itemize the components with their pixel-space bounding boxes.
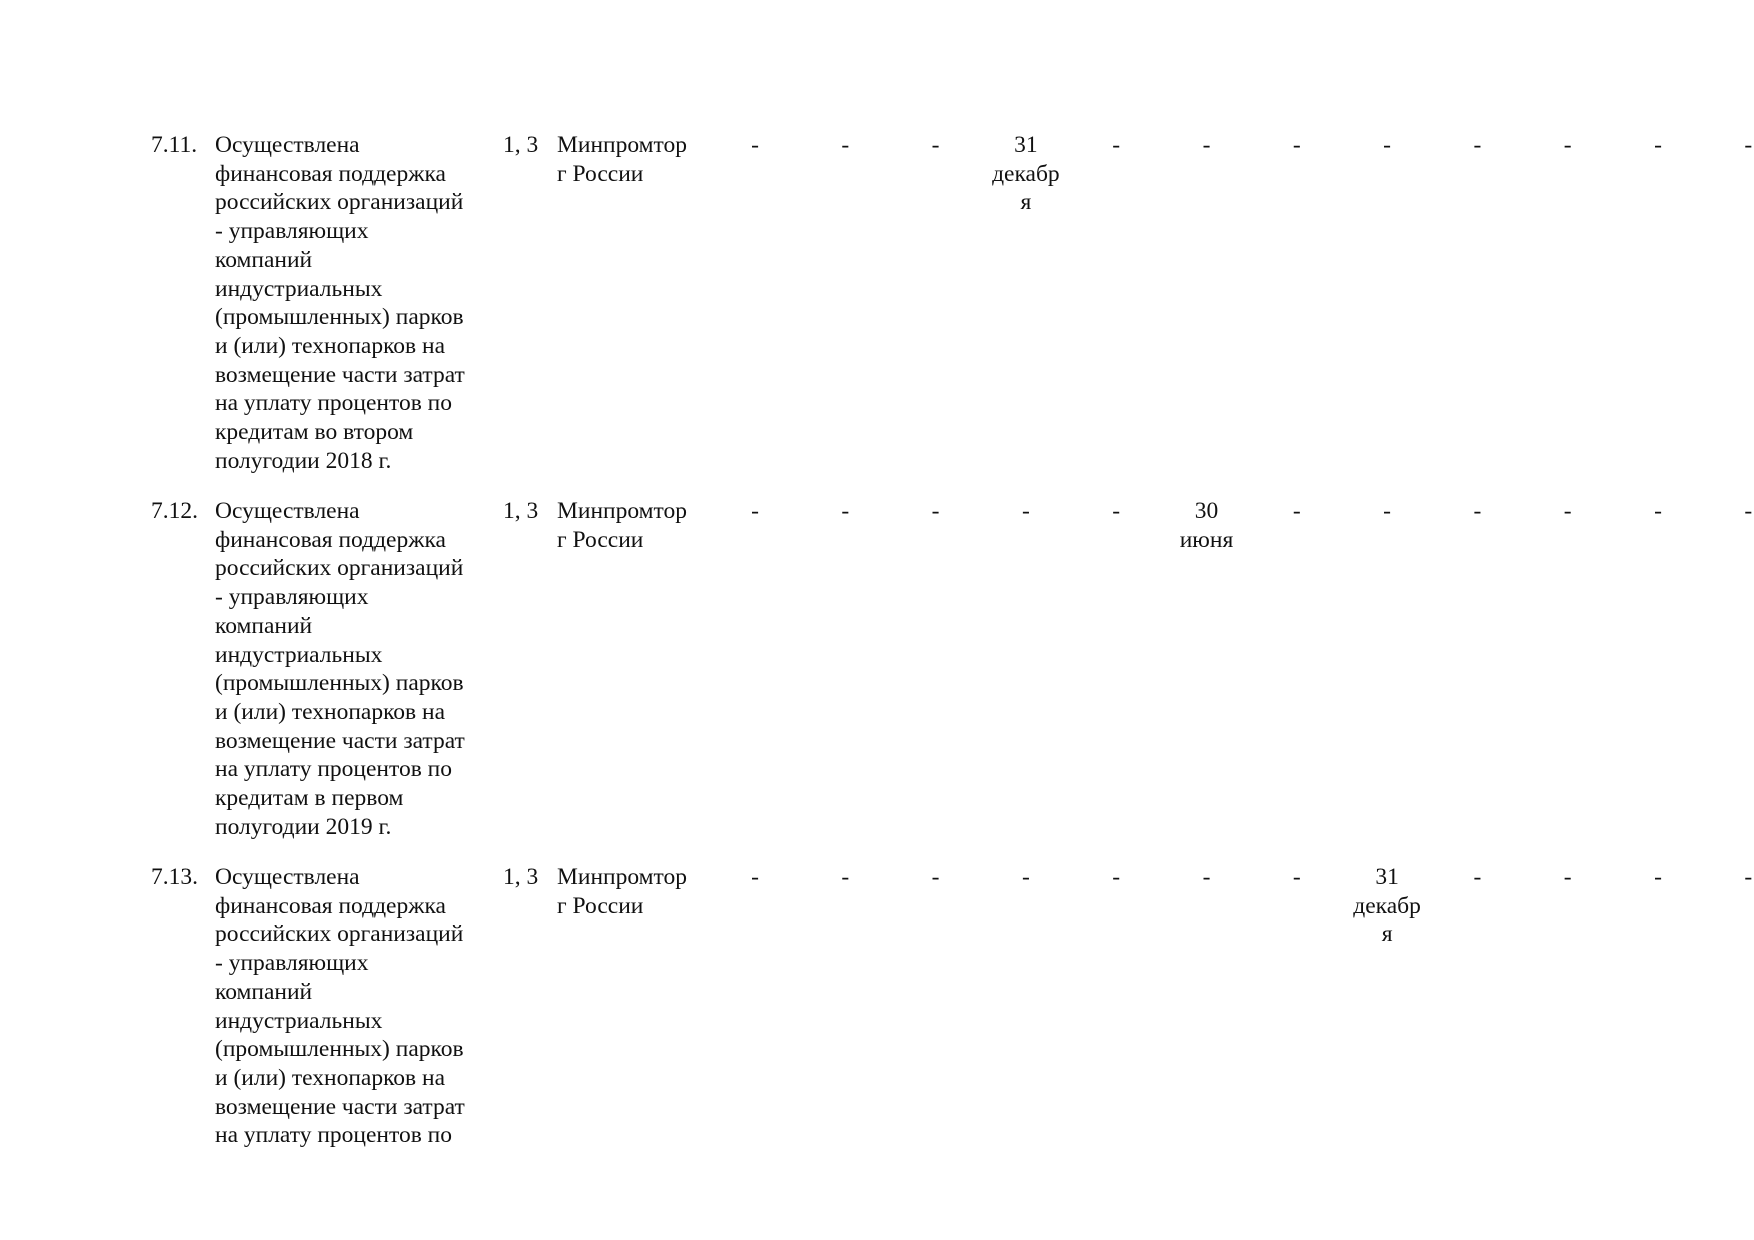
value-cell <box>1071 863 1161 892</box>
value-line: - <box>1021 864 1030 890</box>
description-line: (промышленных) парков <box>215 670 464 697</box>
description-line: индустриальных <box>215 641 383 668</box>
value-line: - <box>1744 132 1753 158</box>
value-cell <box>1613 497 1703 526</box>
value-cell <box>1342 497 1432 526</box>
value-line: - <box>1654 498 1662 524</box>
description-line: индустриальных <box>215 275 383 302</box>
responsible-line: Минпромтор <box>557 498 688 524</box>
value-line: - <box>841 498 850 524</box>
value-cell <box>1162 131 1252 160</box>
row-description <box>215 497 495 841</box>
value-cell <box>1703 497 1754 526</box>
row-reference: 1, 3 <box>503 132 539 158</box>
description-line: на уплату процентов по <box>215 390 453 417</box>
description-line: компаний <box>215 978 313 1005</box>
description-line: - управляющих <box>215 584 369 611</box>
value-cell <box>1162 497 1252 554</box>
value-cell <box>1523 863 1613 892</box>
value-cell <box>710 497 800 526</box>
value-line: - <box>1473 864 1482 890</box>
value-line: - <box>1292 864 1301 890</box>
value-cell <box>1342 863 1432 949</box>
description-line: на уплату процентов по <box>215 756 453 783</box>
value-line: - <box>931 132 940 158</box>
value-line: декабр <box>1353 892 1421 919</box>
responsible-line: г России <box>557 892 644 919</box>
value-line: - <box>1383 132 1391 158</box>
description-line: (промышленных) парков <box>215 304 464 331</box>
table-row <box>0 863 1754 1203</box>
description-line: российских организаций <box>215 555 464 582</box>
value-line: - <box>841 132 850 158</box>
description-line: возмещение части затрат <box>215 361 465 388</box>
description-line: Осуществлена <box>215 864 360 890</box>
description-line: индустриальных <box>215 1007 383 1034</box>
value-line: - <box>1473 132 1482 158</box>
value-cell <box>1613 863 1703 892</box>
value-line: - <box>1383 498 1391 524</box>
value-line: июня <box>1179 526 1234 553</box>
responsible-line: Минпромтор <box>557 132 688 158</box>
description-line: на уплату процентов по <box>215 1122 453 1149</box>
value-cell <box>1252 863 1342 892</box>
value-cell <box>1613 131 1703 160</box>
row-number: 7.13. <box>151 864 198 890</box>
description-line: компаний <box>215 612 313 639</box>
value-cell <box>1432 497 1522 526</box>
value-cell <box>891 131 981 160</box>
row-description <box>215 863 495 1150</box>
value-line: - <box>1473 498 1482 524</box>
value-cell <box>1432 131 1522 160</box>
row-responsible <box>557 131 707 188</box>
value-line: - <box>1292 132 1301 158</box>
value-cell <box>891 863 981 892</box>
value-line: - <box>1654 864 1662 890</box>
description-line: кредитам во втором <box>215 419 414 446</box>
value-cell <box>1071 497 1161 526</box>
value-cell <box>1071 131 1161 160</box>
value-line: 31 <box>1014 132 1038 158</box>
value-line: - <box>1112 132 1121 158</box>
value-line: - <box>751 498 759 524</box>
value-cell <box>1252 131 1342 160</box>
value-cell <box>710 863 800 892</box>
value-line: 31 <box>1375 864 1399 890</box>
value-cell <box>800 863 890 892</box>
description-line: (промышленных) парков <box>215 1036 464 1063</box>
value-cell <box>1432 863 1522 892</box>
value-line: - <box>1112 864 1121 890</box>
value-line: - <box>841 864 850 890</box>
description-line: и (или) технопарков на <box>215 1064 446 1091</box>
description-line: российских организаций <box>215 189 464 216</box>
row-responsible <box>557 497 707 554</box>
responsible-line: г России <box>557 526 644 553</box>
description-line: возмещение части затрат <box>215 1093 465 1120</box>
row-responsible <box>557 863 707 920</box>
value-cell <box>800 497 890 526</box>
value-line: - <box>1292 498 1301 524</box>
description-line: и (или) технопарков на <box>215 698 446 725</box>
description-line: и (или) технопарков на <box>215 332 446 359</box>
description-line: финансовая поддержка <box>215 526 446 553</box>
value-line: - <box>1563 864 1572 890</box>
value-line: - <box>751 132 759 158</box>
table-row <box>0 497 1754 840</box>
value-line: - <box>1744 498 1753 524</box>
description-line: возмещение части затрат <box>215 727 465 754</box>
value-line: - <box>1112 498 1121 524</box>
value-line: декабр <box>992 160 1060 187</box>
value-cell <box>981 131 1071 217</box>
value-line: 30 <box>1194 498 1219 524</box>
row-reference: 1, 3 <box>503 498 539 524</box>
value-line: - <box>931 864 940 890</box>
value-cell <box>1523 497 1613 526</box>
table-row <box>0 131 1754 474</box>
value-line: - <box>1202 132 1211 158</box>
value-cell <box>710 131 800 160</box>
row-description <box>215 131 495 475</box>
responsible-line: г России <box>557 160 644 187</box>
value-line: - <box>1744 864 1753 890</box>
value-cell <box>981 863 1071 892</box>
value-line: я <box>1381 921 1393 948</box>
value-cell <box>1162 863 1252 892</box>
value-line: - <box>1202 864 1211 890</box>
responsible-line: Минпромтор <box>557 864 688 890</box>
value-line: - <box>1021 498 1030 524</box>
description-line: Осуществлена <box>215 132 360 158</box>
description-line: - управляющих <box>215 218 369 245</box>
description-line: - управляющих <box>215 950 369 977</box>
value-cell <box>1703 131 1754 160</box>
description-line: финансовая поддержка <box>215 160 446 187</box>
row-reference: 1, 3 <box>503 864 539 890</box>
description-line: полугодии 2018 г. <box>215 447 392 474</box>
value-line: - <box>751 864 759 890</box>
value-cell <box>981 497 1071 526</box>
value-line: - <box>1563 498 1572 524</box>
value-line: я <box>1020 189 1032 216</box>
description-line: кредитам в первом <box>215 785 404 812</box>
value-cell <box>891 497 981 526</box>
value-cell <box>800 131 890 160</box>
row-number: 7.11. <box>151 132 198 158</box>
row-number: 7.12. <box>151 498 198 524</box>
value-line: - <box>1654 132 1662 158</box>
value-cell <box>1523 131 1613 160</box>
value-cell <box>1252 497 1342 526</box>
description-line: полугодии 2019 г. <box>215 813 392 840</box>
description-line: российских организаций <box>215 921 464 948</box>
value-cell <box>1342 131 1432 160</box>
description-line: Осуществлена <box>215 498 360 524</box>
description-line: финансовая поддержка <box>215 892 446 919</box>
description-line: компаний <box>215 246 313 273</box>
value-line: - <box>931 498 940 524</box>
value-line: - <box>1563 132 1572 158</box>
value-cell <box>1703 863 1754 892</box>
